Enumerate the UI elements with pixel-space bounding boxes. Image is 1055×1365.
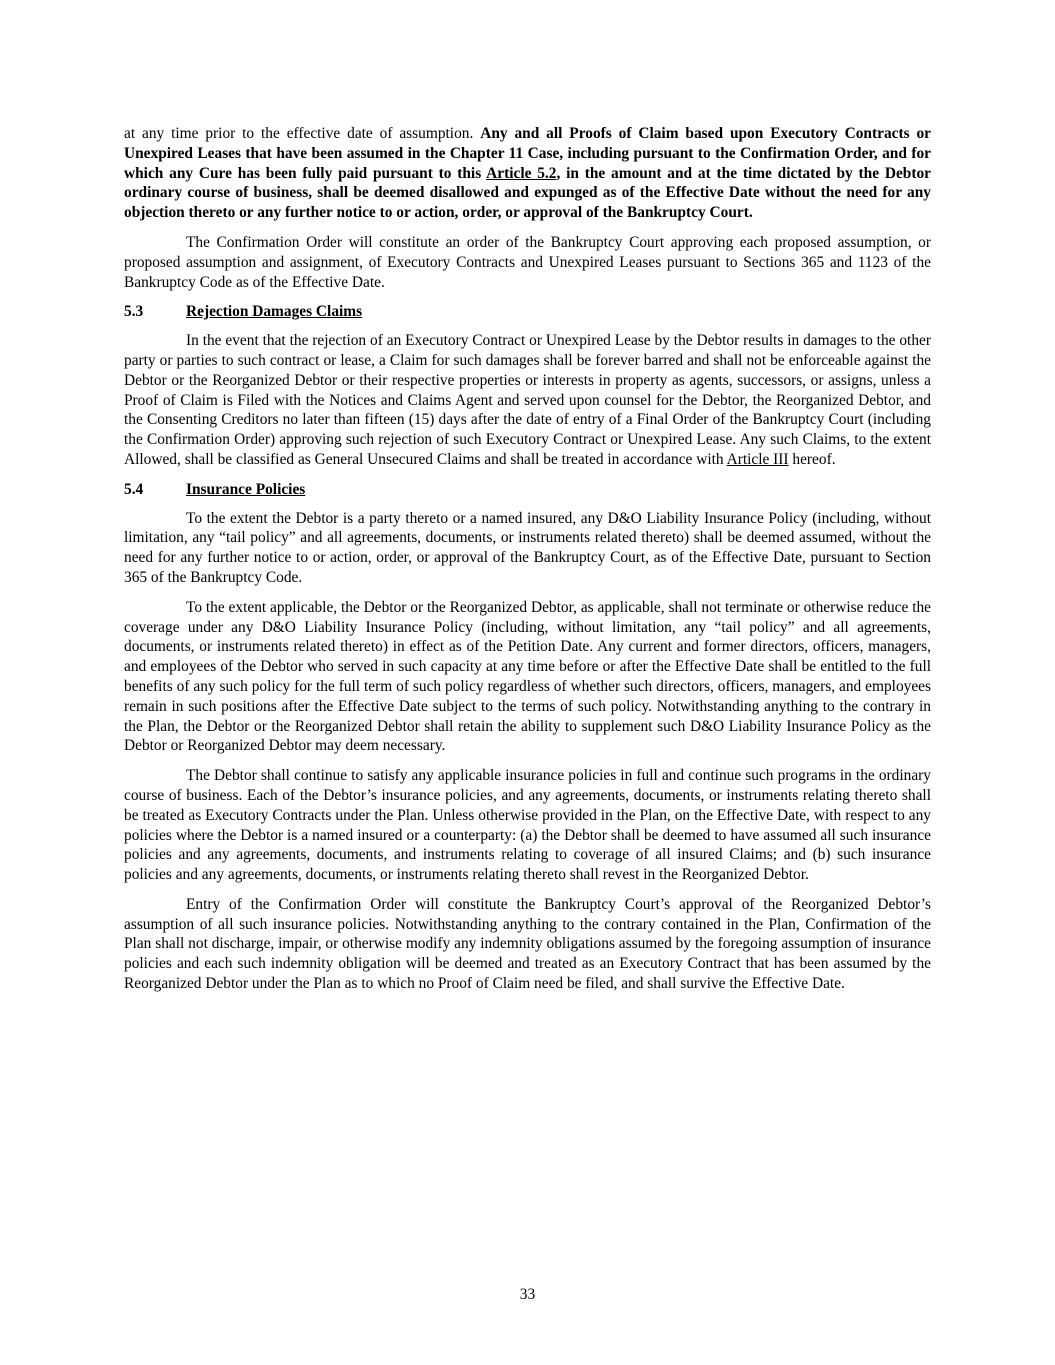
article-iii-reference: Article III [726, 450, 789, 468]
section-number: 5.3 [124, 303, 144, 321]
paragraph-rejection-damages: In the event that the rejection of an Executory Contract or Unexpired Lease by the Debtor results in damages to the other party or parties to such contract or lease, a Claim for such damages shall be forever barred and shall not be enforceable against the Debtor or the Reorganized Debtor or their respective properties or interests in property as agents, successors, or assigns, unless a Proof of Claim is Filed with the Notices and Claims Agent and served upon counsel for the Debtor, the Reorganized Debtor, and the Consenting Creditors no later than fifteen (15) days after the date of entry of a Final Order of the Bankruptcy Court (including the Confirmation Order) approving such rejection of such Executory Contract or Unexpired Lease. Any such Claims, to the extent Allowed, shall be classified as General Unsecured Claims and shall be treated in accordance with Article III hereof. [124, 332, 931, 468]
bold-text: Any and all Proofs of Claim based upon Executory Contracts or Unexpired Leases that have been assumed in the Chapter 11 Case, including pursuant to the Confirmation Order, and for which any Cure has been fully paid pursuant to this Article 5.2, in the amount and at the time dictated by the Debtor ordinary course of business, shall be deemed disallowed and expunged as of the Effective Date without the need for any objection thereto or any further notice to or action, order, or approval of the Bankruptcy Court. [124, 125, 931, 222]
section-heading-5-4 [124, 480, 931, 500]
paragraph-insurance-approval: Entry of the Confirmation Order will constitute the Bankruptcy Court’s approval of the Reorganized Debtor’s assumption of all such insurance policies. Notwithstanding anything to the contrary contained in the Plan, Confirmation of the Plan shall not discharge, impair, or otherwise modify any indemnity obligations assumed by the foregoing assumption of insurance policies and each such indemnity obligation will be deemed and treated as an Executory Contract that has been assumed by the Reorganized Debtor under the Plan as to which no Proof of Claim need be filed, and shall survive the Effective Date. [124, 895, 931, 993]
paragraph-confirmation-order: The Confirmation Order will constitute an order of the Bankruptcy Court approving each proposed assumption, or proposed assumption and assignment, of Executory Contracts and Unexpired Leases pursuant to Sections 365 and 1123 of the Bankruptcy Code as of the Effective Date. [124, 233, 931, 291]
section-title: Rejection Damages Claims [186, 303, 363, 321]
article-5-2-reference: Article 5.2 [486, 164, 557, 182]
paragraph-insurance-programs: The Debtor shall continue to satisfy any applicable insurance policies in full and continue such programs in the ordinary course of business. Each of the Debtor’s insurance policies, and any agreements, documents, or instruments relating thereto shall be treated as Executory Contracts under the Plan. Unless otherwise provided in the Plan, on the Effective Date, with respect to any policies where the Debtor is a named insured or a counterparty: (a) the Debtor shall be deemed to have assumed all such insurance policies and any agreements, documents, and instruments relating to coverage of all insured Claims; and (b) such insurance policies and any agreements, documents, or instruments relating thereto shall revest in the Reorganized Debtor. [124, 767, 931, 884]
section-title: Insurance Policies [186, 480, 306, 498]
paragraph-do-policy-assumed: To the extent the Debtor is a party thereto or a named insured, any D&O Liability Insurance Policy (including, without limitation, any “tail policy” and all agreements, documents, or instruments related thereto) shall be deemed assumed, without the need for any further notice to or action, order, or approval of the Bankruptcy Court, as of the Effective Date, pursuant to Section 365 of the Bankruptcy Code. [124, 509, 931, 586]
section-heading-5-3 [124, 302, 931, 322]
section-number: 5.4 [124, 480, 144, 498]
paragraph-assumed-contracts-claims [124, 124, 931, 223]
paragraph-text: at any time prior to the effective date of assumption. [124, 125, 481, 142]
document-page [124, 124, 931, 1004]
paragraph-do-coverage: To the extent applicable, the Debtor or the Reorganized Debtor, as applicable, shall not terminate or otherwise reduce the coverage under any D&O Liability Insurance Policy (including, without limitation, any “tail policy” and all agreements, documents, or instruments related thereto) in effect as of the Petition Date. Any current and former directors, officers, managers, and employees of the Debtor who served in such capacity at any time before or after the Effective Date shall be entitled to the full benefits of any such policy for the full term of such policy regardless of whether such directors, officers, managers, and employees remain in such positions after the Effective Date subject to the terms of such policy. Notwithstanding anything to the contrary in the Plan, the Debtor or the Reorganized Debtor shall retain the ability to supplement such D&O Liability Insurance Policy as the Debtor or Reorganized Debtor may deem necessary. [124, 598, 931, 755]
page-number: 33 [519, 1286, 536, 1303]
